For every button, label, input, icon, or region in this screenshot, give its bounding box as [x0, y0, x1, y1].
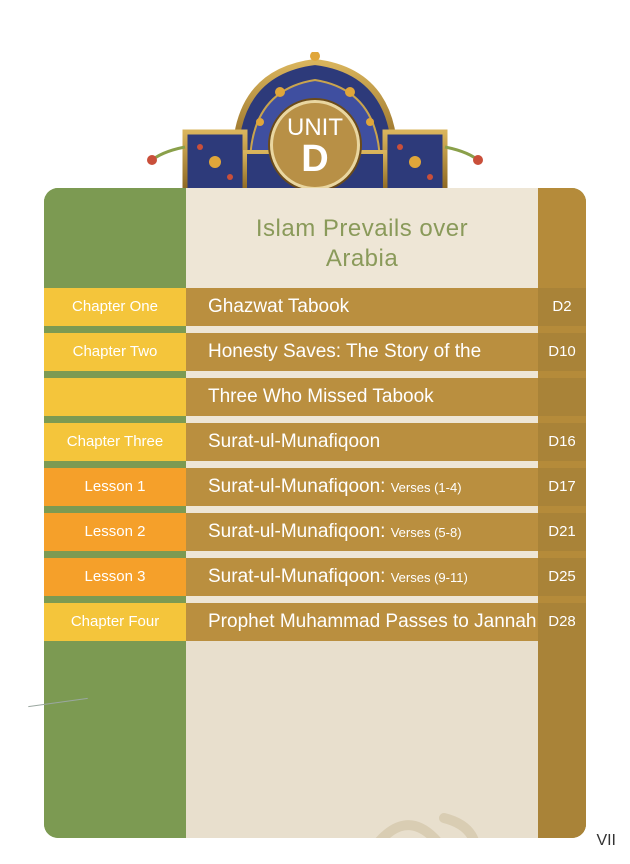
toc-row-title-text: Three Who Missed Tabook	[208, 386, 434, 407]
toc-row	[44, 333, 586, 371]
toc-row-label: Chapter Two	[44, 333, 186, 371]
unit-badge	[270, 100, 360, 190]
toc-row-page: D17	[538, 468, 586, 506]
contents-panel	[44, 188, 586, 838]
toc-row-page: D2	[538, 288, 586, 326]
toc-row	[44, 468, 586, 506]
unit-title-line-1: Islam Prevails over	[255, 215, 469, 242]
toc-row-title-verses: Verses (5-8)	[390, 525, 462, 540]
unit-title-line-2: Arabia	[325, 245, 399, 272]
toc-row-title[interactable]	[186, 288, 538, 326]
toc-row-page: D25	[538, 558, 586, 596]
toc-row-title-text: Surat-ul-Munafiqoon:	[208, 476, 391, 497]
toc-row-label: Lesson 3	[44, 558, 186, 596]
toc-row-page: D16	[538, 423, 586, 461]
unit-label: UNIT	[287, 114, 343, 141]
toc-row-page: D28	[538, 603, 586, 641]
page-number: VII	[596, 832, 616, 849]
toc-row-title-text: Honesty Saves: The Story of the	[208, 341, 482, 362]
toc-row-label: Chapter One	[44, 288, 186, 326]
toc-row-title-text: Ghazwat Tabook	[208, 296, 350, 317]
toc-row	[44, 288, 586, 326]
toc-row-title-text: Surat-ul-Munafiqoon:	[208, 521, 391, 542]
toc-row-title-text: Surat-ul-Munafiqoon:	[208, 566, 391, 587]
toc-row-page	[538, 378, 586, 416]
toc-row-label: Lesson 2	[44, 513, 186, 551]
toc-row	[44, 603, 586, 641]
toc-row-label: Chapter Four	[44, 603, 186, 641]
right-bottom-area	[538, 638, 586, 838]
toc-row-title[interactable]	[186, 468, 538, 506]
arabic-calligraphy-watermark	[344, 788, 524, 838]
toc-row-label	[44, 378, 186, 416]
toc-row	[44, 378, 586, 416]
toc-row-title[interactable]	[186, 378, 538, 416]
toc-row-title[interactable]	[186, 513, 538, 551]
toc-row-title-verses: Verses (9-11)	[390, 570, 468, 585]
toc-row-label: Lesson 1	[44, 468, 186, 506]
toc-row-title-text: Surat-ul-Munafiqoon	[208, 431, 381, 452]
toc-row-page: D10	[538, 333, 586, 371]
toc-row-title[interactable]	[186, 558, 538, 596]
toc-row-page: D21	[538, 513, 586, 551]
unit-letter: D	[301, 138, 329, 180]
unit-title	[186, 214, 538, 274]
toc-row-label: Chapter Three	[44, 423, 186, 461]
toc-row	[44, 513, 586, 551]
toc-row-title[interactable]	[186, 333, 538, 371]
toc-row	[44, 558, 586, 596]
toc-row-title-verses: Verses (1-4)	[390, 480, 462, 495]
toc-row-title[interactable]	[186, 603, 538, 641]
toc-row-title[interactable]	[186, 423, 538, 461]
toc-row	[44, 423, 586, 461]
toc-row-title-text: Prophet Muhammad Passes to Jannah	[208, 611, 537, 632]
